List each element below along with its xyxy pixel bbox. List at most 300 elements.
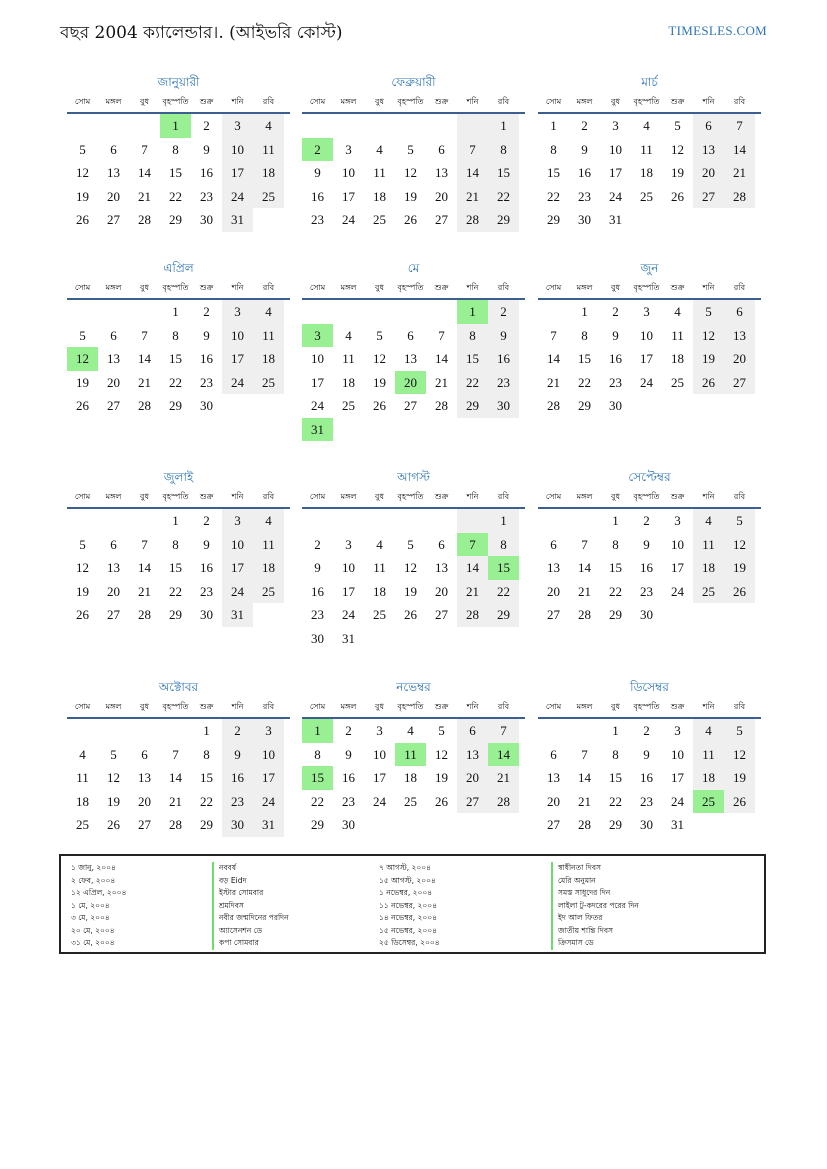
weekday-label: বুধ <box>140 702 149 711</box>
weekday-header <box>67 278 290 300</box>
empty-cell <box>333 114 364 138</box>
day-cell: 2 <box>612 304 619 319</box>
day-cell: 6 <box>724 300 755 324</box>
week-row <box>67 300 290 324</box>
empty-cell <box>631 394 662 418</box>
week-row <box>67 766 290 790</box>
day-cell: 15 <box>609 770 622 785</box>
empty-cell <box>129 114 160 138</box>
empty-cell <box>693 394 724 418</box>
empty-cell <box>129 719 160 743</box>
day-cell: 12 <box>693 324 724 348</box>
month-calendar <box>67 467 290 627</box>
day-cell: 30 <box>200 212 213 227</box>
day-cell: 19 <box>76 188 89 204</box>
day-cell: 25 <box>253 580 284 604</box>
day-cell: 28 <box>138 607 151 622</box>
weekday-header <box>538 697 761 719</box>
holiday-day-cell: 1 <box>160 114 191 138</box>
day-cell: 26 <box>76 607 89 622</box>
day-cell: 23 <box>200 583 213 599</box>
month-name: আগস্ট <box>397 470 430 484</box>
weekday-label: রবি <box>497 702 510 711</box>
day-cell: 7 <box>581 746 588 762</box>
day-cell: 6 <box>141 746 148 762</box>
day-cell: 4 <box>79 746 86 762</box>
empty-cell <box>67 719 98 743</box>
weekday-label: মঙ্গল <box>576 492 593 501</box>
holiday-name: স্বাধীনতা দিবস <box>551 862 639 875</box>
empty-cell <box>160 719 191 743</box>
holiday-day-cell: 1 <box>457 300 488 324</box>
day-cell: 1 <box>581 304 588 319</box>
day-cell: 26 <box>724 790 755 814</box>
page-title: বছর 2004 ক্যালেন্ডার।. (আইভরি কোস্ট) <box>60 23 343 43</box>
week-row <box>538 324 761 348</box>
empty-cell <box>395 627 426 651</box>
empty-cell <box>253 603 284 627</box>
weekday-label: রবি <box>497 492 510 501</box>
holiday-day-cell: 25 <box>693 790 724 814</box>
holiday-dates-col-1 <box>71 862 126 950</box>
day-cell: 14 <box>547 351 560 366</box>
week-row <box>67 556 290 580</box>
day-cell: 20 <box>435 583 448 599</box>
day-cell: 25 <box>671 374 684 390</box>
month-name: ডিসেম্বর <box>630 680 669 694</box>
week-row <box>302 208 525 232</box>
day-cell: 12 <box>435 746 448 762</box>
month-calendar <box>538 677 761 837</box>
weekday-label: মঙ্গল <box>340 702 357 711</box>
day-cell: 30 <box>578 212 591 227</box>
empty-cell <box>67 114 98 138</box>
day-cell: 26 <box>76 212 89 227</box>
day-cell: 13 <box>107 351 120 366</box>
day-cell: 5 <box>376 327 383 343</box>
day-cell: 3 <box>345 141 352 157</box>
day-cell: 25 <box>693 580 724 604</box>
weekday-label: সোম <box>74 97 91 106</box>
empty-cell <box>129 300 160 324</box>
empty-cell <box>724 813 755 837</box>
day-cell: 26 <box>435 793 448 809</box>
empty-cell <box>302 509 333 533</box>
holiday-day-cell: 15 <box>488 556 519 580</box>
weekday-header <box>67 487 290 509</box>
weekday-label: রবি <box>733 492 746 501</box>
week-row <box>302 766 525 790</box>
day-cell: 15 <box>200 770 213 785</box>
day-cell: 17 <box>671 770 684 785</box>
day-cell: 10 <box>609 141 622 157</box>
day-cell: 11 <box>640 141 653 157</box>
day-cell: 21 <box>457 185 488 209</box>
day-cell: 27 <box>693 185 724 209</box>
day-cell: 7 <box>141 327 148 343</box>
weekday-label: শুক্র <box>670 97 685 106</box>
empty-cell <box>426 813 457 837</box>
day-cell: 30 <box>222 813 253 837</box>
weekday-label: রবি <box>262 97 275 106</box>
day-cell: 8 <box>550 141 557 157</box>
day-cell: 23 <box>640 793 653 809</box>
day-cell: 24 <box>671 583 684 599</box>
day-cell: 7 <box>724 114 755 138</box>
day-cell: 20 <box>693 161 724 185</box>
day-cell: 13 <box>435 165 448 180</box>
day-cell: 22 <box>609 793 622 809</box>
day-cell: 12 <box>76 165 89 180</box>
holiday-name: ইদ আল ফিতর <box>551 912 639 925</box>
day-cell: 20 <box>547 583 560 599</box>
week-row <box>538 603 761 627</box>
day-cell: 22 <box>578 374 591 390</box>
day-cell: 20 <box>547 793 560 809</box>
empty-cell <box>569 719 600 743</box>
empty-cell <box>395 418 426 442</box>
week-row <box>67 580 290 604</box>
weekday-label: সোম <box>309 97 326 106</box>
day-cell: 22 <box>488 185 519 209</box>
weekday-label: বৃহস্পতি <box>633 283 660 292</box>
day-cell: 4 <box>643 118 650 133</box>
day-cell: 4 <box>345 327 352 343</box>
day-cell: 19 <box>435 770 448 785</box>
day-cell: 16 <box>609 351 622 366</box>
day-cell: 27 <box>107 607 120 622</box>
week-row <box>538 509 761 533</box>
empty-cell <box>538 300 569 324</box>
day-cell: 8 <box>612 536 619 552</box>
day-cell: 25 <box>76 817 89 832</box>
holiday-dates-col-2 <box>379 862 440 950</box>
holiday-date: ১৫ আগস্ট, ২০০৪ <box>379 875 436 885</box>
day-cell: 28 <box>488 790 519 814</box>
weekday-label: রবি <box>262 283 275 292</box>
holiday-name: অ্যাসেনশন ডে <box>212 925 289 938</box>
week-row <box>67 719 290 743</box>
day-cell: 24 <box>342 607 355 622</box>
day-cell: 10 <box>640 327 653 343</box>
holiday-date: ১ জানু, ২০০৪ <box>71 863 116 872</box>
weekday-header <box>302 697 525 719</box>
weekday-label: বুধ <box>375 492 384 501</box>
day-cell: 7 <box>457 138 488 162</box>
month-name: জুন <box>640 261 659 275</box>
holiday-name: বড় Eidদ <box>212 875 289 888</box>
day-cell: 28 <box>547 398 560 413</box>
day-cell: 24 <box>640 374 653 390</box>
day-cell: 29 <box>547 212 560 227</box>
day-cell: 13 <box>404 351 417 366</box>
weekday-label: মঙ্গল <box>576 97 593 106</box>
day-cell: 6 <box>438 536 445 552</box>
week-row <box>302 603 525 627</box>
day-cell: 23 <box>640 583 653 599</box>
day-cell: 3 <box>376 723 383 738</box>
day-cell: 14 <box>578 560 591 575</box>
day-cell: 6 <box>438 141 445 157</box>
day-cell: 4 <box>253 114 284 138</box>
day-cell: 28 <box>578 817 591 832</box>
day-cell: 8 <box>457 324 488 348</box>
day-cell: 10 <box>342 560 355 575</box>
day-cell: 31 <box>222 208 253 232</box>
week-row <box>302 161 525 185</box>
weekday-label: রবি <box>497 283 510 292</box>
day-cell: 27 <box>404 398 417 413</box>
weekday-header <box>538 92 761 114</box>
weekday-label: বৃহস্পতি <box>162 702 189 711</box>
day-cell: 8 <box>581 327 588 343</box>
day-cell: 17 <box>342 188 355 204</box>
day-cell: 20 <box>107 374 120 390</box>
day-cell: 12 <box>404 165 417 180</box>
weekday-label: বৃহস্পতি <box>162 97 189 106</box>
week-row <box>302 719 525 743</box>
weekday-label: সোম <box>309 702 326 711</box>
day-cell: 24 <box>373 793 386 809</box>
empty-cell <box>98 114 129 138</box>
day-cell: 17 <box>311 374 324 390</box>
weekday-label: মঙ্গল <box>340 97 357 106</box>
day-cell: 22 <box>169 374 182 390</box>
day-cell: 26 <box>724 580 755 604</box>
weekday-label: রবি <box>262 492 275 501</box>
weekday-label: শুক্র <box>199 283 214 292</box>
holiday-day-cell: 1 <box>302 719 333 743</box>
empty-cell <box>488 627 519 651</box>
weekday-label: সোম <box>309 283 326 292</box>
day-cell: 16 <box>342 770 355 785</box>
empty-cell <box>98 719 129 743</box>
weekday-label: শনি <box>702 492 715 501</box>
day-cell: 5 <box>693 300 724 324</box>
day-cell: 4 <box>253 509 284 533</box>
day-cell: 26 <box>373 398 386 413</box>
day-cell: 28 <box>138 398 151 413</box>
week-row <box>538 766 761 790</box>
day-cell: 27 <box>724 371 755 395</box>
weekday-label: বুধ <box>611 283 620 292</box>
day-cell: 14 <box>457 161 488 185</box>
day-cell: 8 <box>172 536 179 552</box>
week-row <box>67 509 290 533</box>
day-cell: 5 <box>79 141 86 157</box>
day-cell: 13 <box>107 560 120 575</box>
day-cell: 30 <box>200 607 213 622</box>
day-cell: 25 <box>640 188 653 204</box>
day-cell: 2 <box>345 723 352 738</box>
weekday-label: সোম <box>545 702 562 711</box>
weekday-label: বুধ <box>611 702 620 711</box>
day-cell: 9 <box>345 746 352 762</box>
week-row <box>67 533 290 557</box>
day-cell: 3 <box>253 719 284 743</box>
day-cell: 16 <box>488 347 519 371</box>
day-cell: 26 <box>107 817 120 832</box>
holiday-date: ২ ফেব, ২০০৪ <box>71 875 116 885</box>
weekday-label: সোম <box>309 492 326 501</box>
week-row <box>538 371 761 395</box>
day-cell: 15 <box>169 351 182 366</box>
day-cell: 27 <box>457 790 488 814</box>
weekday-label: শুক্র <box>199 492 214 501</box>
week-row <box>302 185 525 209</box>
day-cell: 29 <box>609 607 622 622</box>
day-cell: 10 <box>373 746 386 762</box>
weekday-label: মঙ্গল <box>576 702 593 711</box>
weekday-label: শনি <box>702 702 715 711</box>
week-row <box>67 138 290 162</box>
weekday-label: বৃহস্পতি <box>162 492 189 501</box>
empty-cell <box>724 603 755 627</box>
week-row <box>67 743 290 767</box>
day-cell: 1 <box>488 509 519 533</box>
day-cell: 27 <box>138 817 151 832</box>
empty-cell <box>364 509 395 533</box>
day-cell: 9 <box>488 324 519 348</box>
empty-cell <box>98 300 129 324</box>
month-name: মার্চ <box>641 75 658 89</box>
site-link[interactable]: TIMESLES.COM <box>668 23 767 38</box>
holiday-name: শ্রমদিবস <box>212 900 289 913</box>
day-cell: 7 <box>141 536 148 552</box>
day-cell: 13 <box>138 770 151 785</box>
week-row <box>302 743 525 767</box>
weekday-label: রবি <box>733 283 746 292</box>
empty-cell <box>426 418 457 442</box>
day-cell: 23 <box>200 188 213 204</box>
empty-cell <box>662 394 693 418</box>
holiday-name: সমস্ত সাধুদের দিন <box>551 887 639 900</box>
month-calendar <box>67 72 290 232</box>
day-cell: 27 <box>107 398 120 413</box>
day-cell: 18 <box>253 161 284 185</box>
day-cell: 17 <box>222 556 253 580</box>
day-cell: 16 <box>578 165 591 180</box>
day-cell: 8 <box>488 533 519 557</box>
weekday-label: শনি <box>231 97 244 106</box>
weekday-label: মঙ্গল <box>105 283 122 292</box>
week-row <box>302 580 525 604</box>
weekday-header <box>67 697 290 719</box>
day-cell: 17 <box>640 351 653 366</box>
day-cell: 8 <box>203 746 210 762</box>
weekday-label: শনি <box>702 97 715 106</box>
day-cell: 1 <box>172 513 179 528</box>
week-row <box>302 533 525 557</box>
weekday-label: শনি <box>466 702 479 711</box>
day-cell: 1 <box>550 118 557 133</box>
day-cell: 11 <box>693 743 724 767</box>
weekday-label: বুধ <box>611 492 620 501</box>
day-cell: 3 <box>674 513 681 528</box>
month-name: মে <box>407 261 420 275</box>
empty-cell <box>67 509 98 533</box>
day-cell: 15 <box>457 347 488 371</box>
empty-cell <box>457 813 488 837</box>
day-cell: 7 <box>172 746 179 762</box>
day-cell: 9 <box>643 746 650 762</box>
day-cell: 27 <box>107 212 120 227</box>
day-cell: 19 <box>404 583 417 599</box>
weekday-label: সোম <box>545 283 562 292</box>
day-cell: 18 <box>76 793 89 809</box>
day-cell: 22 <box>488 580 519 604</box>
day-cell: 23 <box>200 374 213 390</box>
day-cell: 13 <box>547 560 560 575</box>
holiday-date: ১ নভেম্বর, ২০০৪ <box>379 888 433 897</box>
day-cell: 13 <box>547 770 560 785</box>
week-row <box>538 161 761 185</box>
day-cell: 14 <box>457 556 488 580</box>
empty-cell <box>222 394 253 418</box>
day-cell: 4 <box>407 723 414 738</box>
day-cell: 18 <box>671 351 684 366</box>
day-cell: 8 <box>172 327 179 343</box>
day-cell: 14 <box>724 138 755 162</box>
day-cell: 23 <box>222 790 253 814</box>
day-cell: 22 <box>169 583 182 599</box>
day-cell: 5 <box>407 141 414 157</box>
empty-cell <box>693 208 724 232</box>
weekday-label: সোম <box>74 492 91 501</box>
day-cell: 14 <box>138 560 151 575</box>
day-cell: 16 <box>311 583 324 599</box>
empty-cell <box>395 114 426 138</box>
day-cell: 2 <box>203 513 210 528</box>
week-row <box>67 813 290 837</box>
weekday-label: বুধ <box>140 283 149 292</box>
weekday-label: সোম <box>74 283 91 292</box>
day-cell: 10 <box>222 138 253 162</box>
month-name: জানুয়ারী <box>157 75 200 89</box>
weekday-label: বুধ <box>611 97 620 106</box>
day-cell: 31 <box>609 212 622 227</box>
day-cell: 5 <box>438 723 445 738</box>
day-cell: 18 <box>373 583 386 599</box>
day-cell: 5 <box>724 509 755 533</box>
day-cell: 18 <box>640 165 653 180</box>
day-cell: 19 <box>76 583 89 599</box>
day-cell: 30 <box>200 398 213 413</box>
week-row <box>538 208 761 232</box>
day-cell: 11 <box>373 560 386 575</box>
day-cell: 10 <box>222 533 253 557</box>
day-cell: 12 <box>404 560 417 575</box>
holiday-date: ১৪ নভেম্বর, ২০০৪ <box>379 913 438 922</box>
day-cell: 9 <box>203 536 210 552</box>
day-cell: 12 <box>671 141 684 157</box>
day-cell: 6 <box>550 536 557 552</box>
day-cell: 3 <box>222 114 253 138</box>
day-cell: 6 <box>110 327 117 343</box>
holiday-day-cell: 20 <box>395 371 426 395</box>
empty-cell <box>457 627 488 651</box>
weekday-label: শনি <box>466 492 479 501</box>
weekday-label: রবি <box>262 702 275 711</box>
day-cell: 16 <box>200 560 213 575</box>
day-cell: 26 <box>404 212 417 227</box>
day-cell: 3 <box>643 304 650 319</box>
day-cell: 3 <box>674 723 681 738</box>
day-cell: 5 <box>79 327 86 343</box>
day-cell: 13 <box>435 560 448 575</box>
day-cell: 31 <box>671 817 684 832</box>
empty-cell <box>569 509 600 533</box>
